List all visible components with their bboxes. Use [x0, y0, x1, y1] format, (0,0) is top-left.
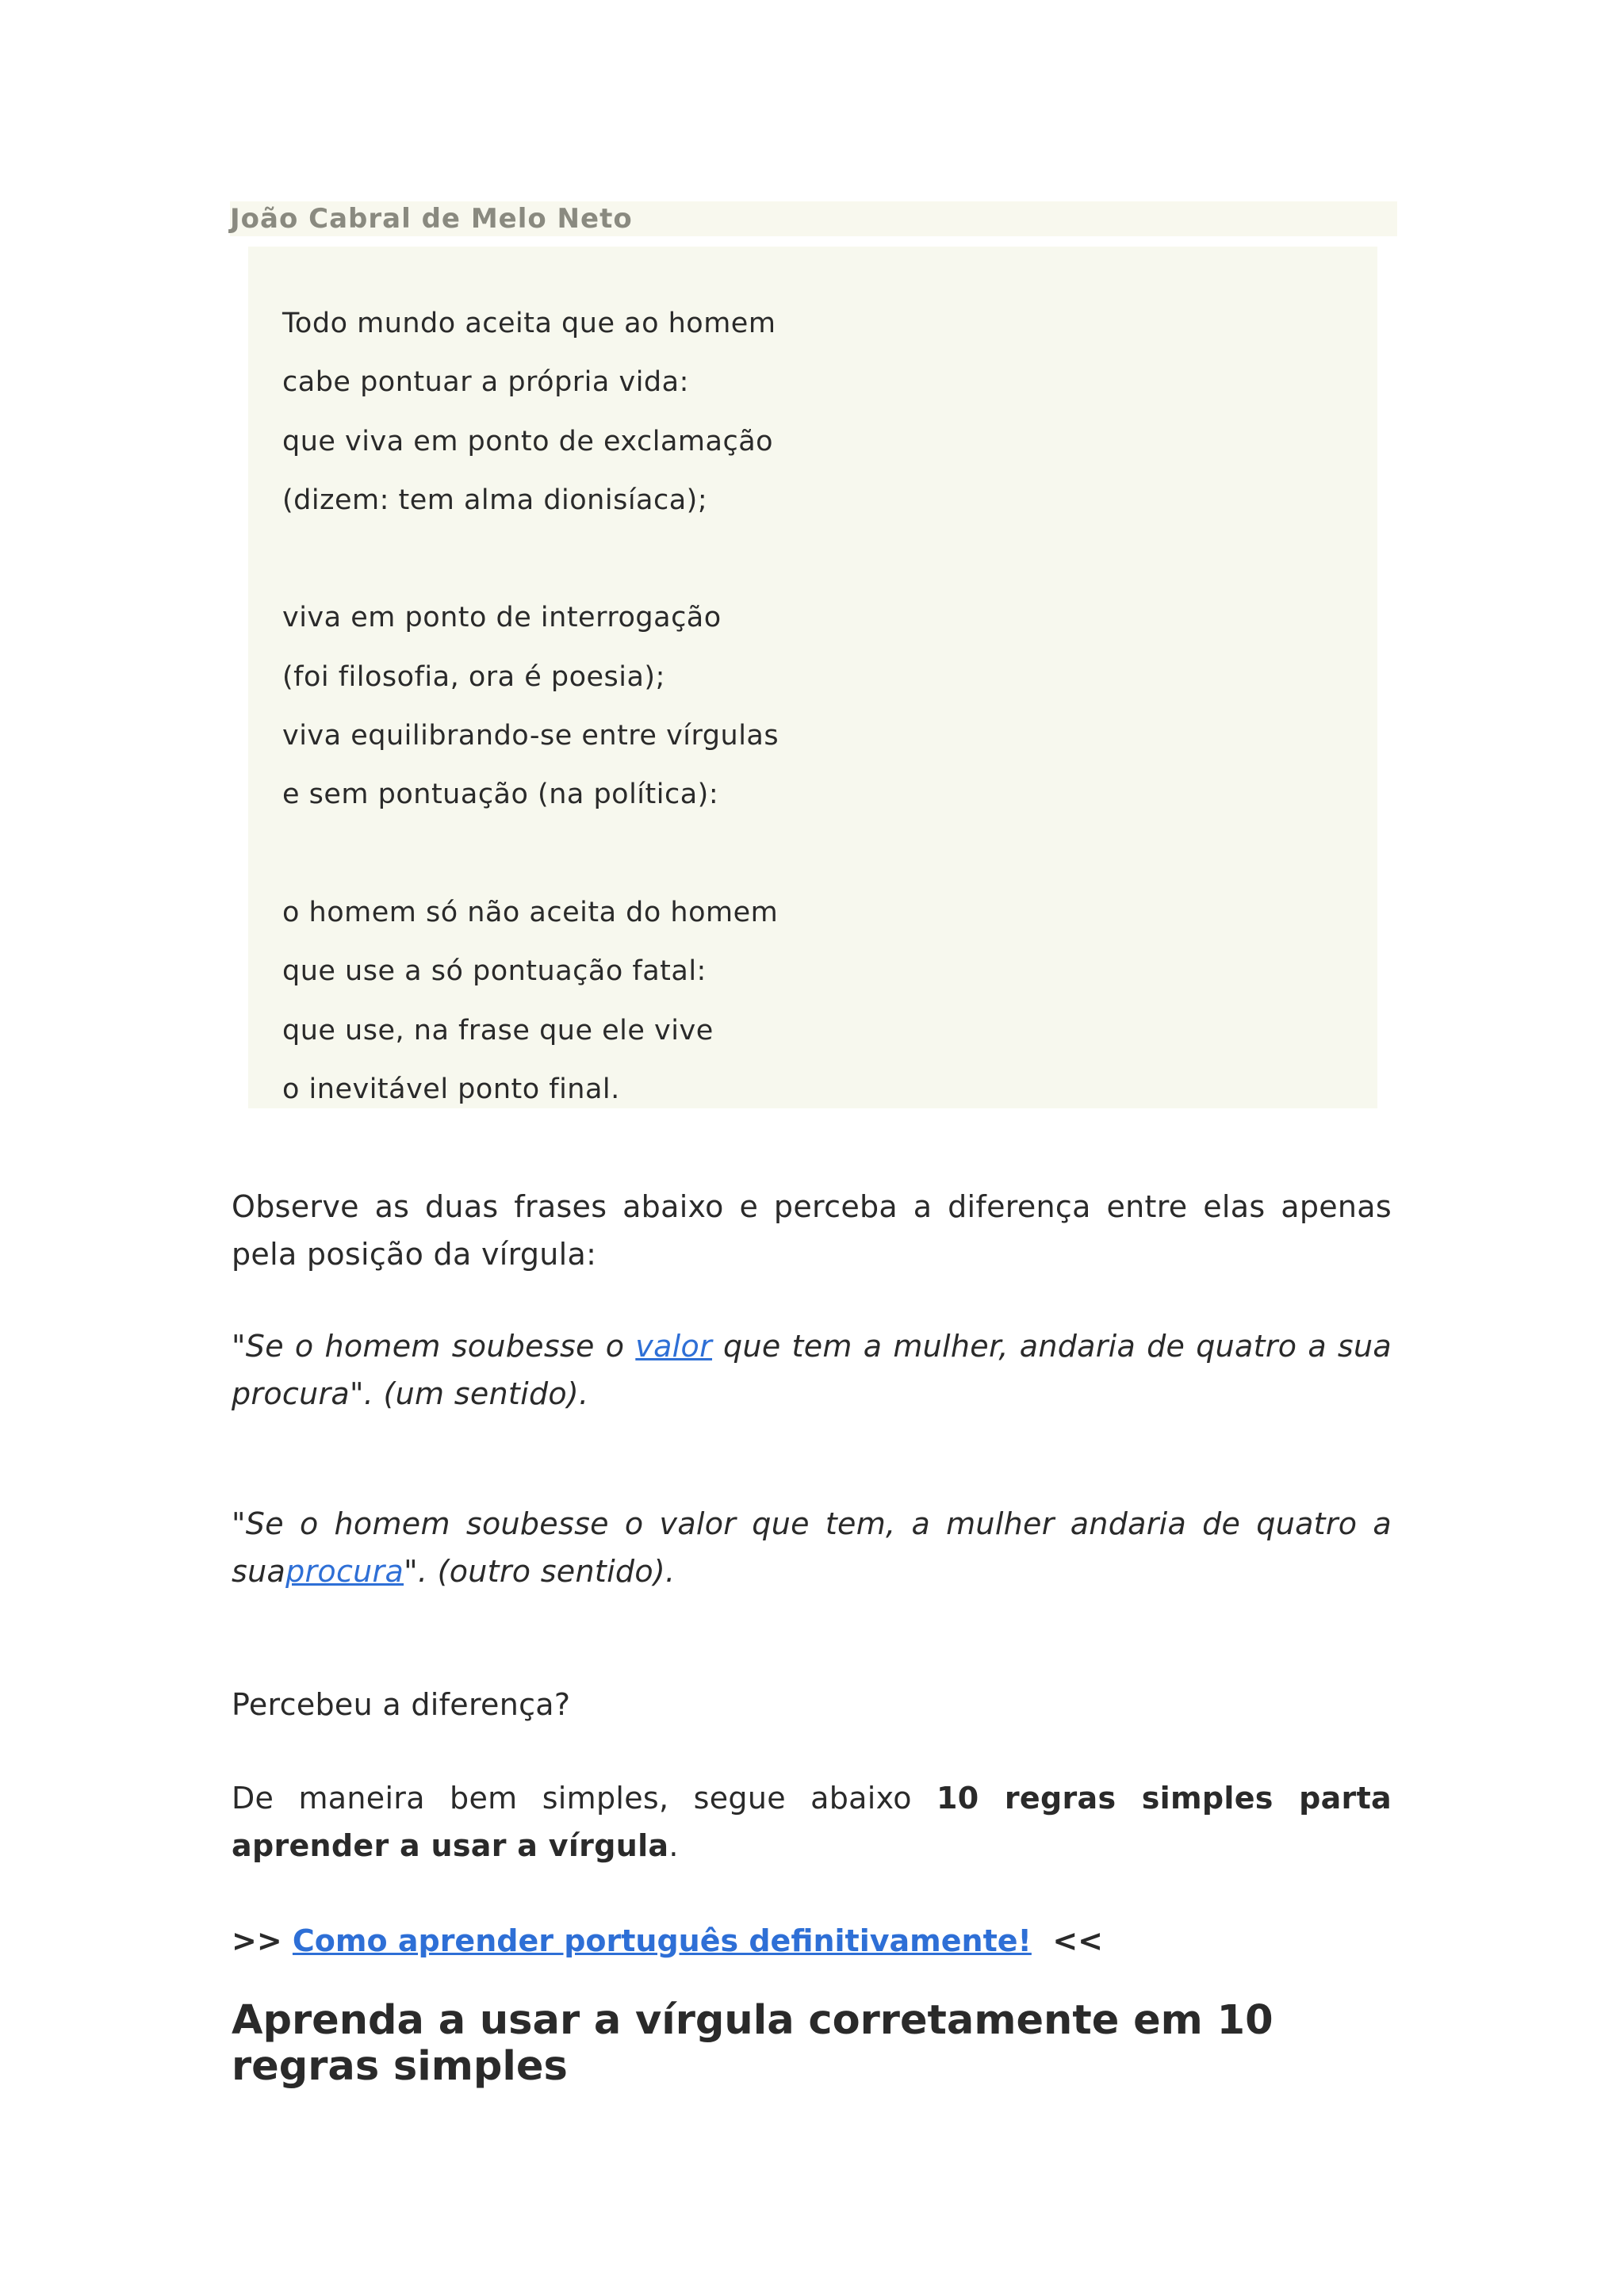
cta-suffix: <<	[1031, 1923, 1103, 1958]
stanza-break	[282, 541, 779, 600]
poem-line: Todo mundo aceita que ao homem	[282, 308, 776, 339]
sentence-text: "Se o homem soubesse o valor que tem, a mulher andaria de quatro a sua	[232, 1506, 1392, 1589]
stanza-break	[282, 836, 779, 895]
example-sentence-2	[232, 1500, 1392, 1595]
rules-intro-bold: 10 regras simples parta aprender a usar a vírgula	[232, 1781, 1392, 1863]
question-paragraph: Percebeu a diferença?	[232, 1687, 571, 1722]
intro-paragraph: Observe as duas frases abaixo e perceba a diferença entre elas apenas pela posição da vírgula:	[232, 1189, 1392, 1272]
example-sentence-1	[232, 1322, 1392, 1418]
poem-line: viva em ponto de interrogação	[282, 602, 722, 634]
learn-portuguese-link[interactable]: Como aprender português definitivamente!	[292, 1923, 1032, 1958]
cta-prefix: >>	[232, 1923, 293, 1958]
procura-link[interactable]: procura	[285, 1554, 404, 1589]
sentence-text: que tem a mulher, andaria de quatro a sua procura". (um sentido).	[232, 1329, 1392, 1411]
poem-line: que viva em ponto de exclamação	[282, 425, 774, 457]
sentence-text: "Se o homem soubesse o	[232, 1329, 636, 1364]
poem-line: e sem pontuação (na política):	[282, 779, 719, 811]
section-heading: Aprenda a usar a vírgula corretamente em 10 regras simples	[232, 1997, 1274, 2090]
poem-line: o homem só não aceita do homem	[282, 896, 779, 928]
poem-line: que use a só pontuação fatal:	[282, 955, 707, 988]
poem	[282, 306, 779, 1131]
valor-link[interactable]: valor	[635, 1329, 713, 1364]
poem-line: viva equilibrando-se entre vírgulas	[282, 720, 779, 752]
poem-line: cabe pontuar a própria vida:	[282, 366, 689, 399]
poem-line: o inevitável ponto final.	[282, 1073, 620, 1105]
rules-intro-end: .	[668, 1828, 679, 1863]
poem-line: que use, na frase que ele vive	[282, 1014, 714, 1047]
cta-line	[232, 1917, 1103, 1965]
rules-intro-paragraph	[232, 1774, 1392, 1869]
poem-line: (foi filosofia, ora é poesia);	[282, 660, 665, 693]
poem-line: (dizem: tem alma dionisíaca);	[282, 484, 708, 516]
sentence-text: ". (outro sentido).	[404, 1554, 676, 1589]
rules-intro-text: De maneira bem simples, segue abaixo	[232, 1781, 936, 1816]
author-name: João Cabral de Melo Neto	[230, 201, 1397, 236]
